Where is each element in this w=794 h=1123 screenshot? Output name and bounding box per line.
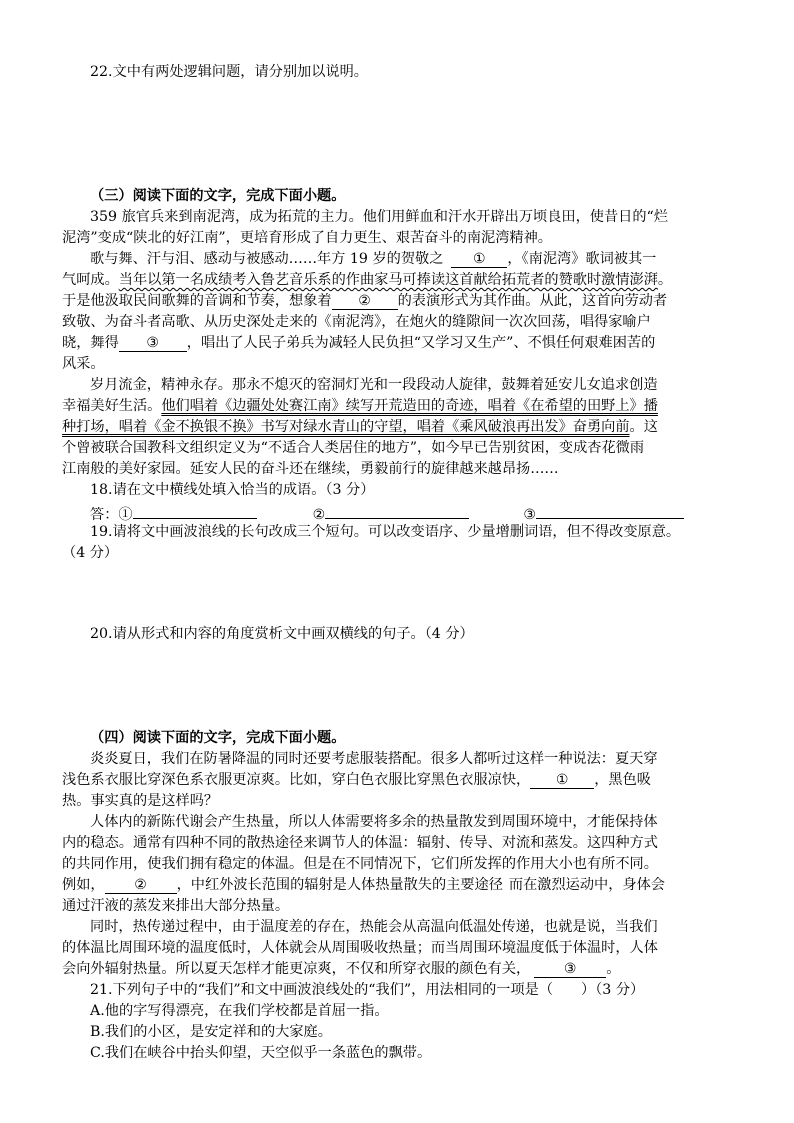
option-c: C.我们在峡谷中抬头仰望，天空似乎一条蓝色的飘带。 [90,1045,432,1061]
text: 。 [606,961,621,977]
question-19-line-2: （4 分） [62,545,119,561]
text: 于是他汲取民间歌舞的音调和节奏，想象着 [62,293,332,309]
text: 歌与舞、汗与泪、感动与被感动……年方 19 岁的贺敬之 [90,251,444,267]
text: ，唱出了人民子弟兵为减轻人民负担“又学习又生产”、不惧任何艰难困苦的 [186,335,656,351]
s3-p1-line-2: 泥湾”变成“陕北的好江南”，更培育形成了自力更生、艰苦奋斗的南泥湾精神。 [62,230,552,246]
text: 浅色系衣服比穿深色系衣服更凉爽。比如，穿白色衣服比穿黑色衣服凉快， [62,772,531,788]
text: ）（3 分） [581,982,645,998]
question-19-line-1: 19.请将文中画波浪线的长句改成三个短句。可以改变语序、少量增删词语，但不得改变原意。 [90,524,681,540]
double-underline-sentence: 他们唱着《边疆处处赛江南》续写开荒造田的奇迹，唱着《在希望的田野上》播 [161,398,658,414]
blank-s4-1 [530,771,594,789]
s3-p2-line-6: 风采。 [62,356,105,372]
s4-p2-line-5: 通过汗液的蒸发来排出大部分热量。 [62,898,290,914]
answer-blank-1[interactable] [133,501,257,519]
blank-marker: ③ [146,335,160,351]
s4-p2-line-2: 内的稳态。通常有四种不同的散热途径来调节人的体温：辐射、传导、对流和蒸发。这四种方式 [62,835,658,851]
s3-p2-line-4: 致敬、为奋斗者高歌、从历史深处走来的《南泥湾》，在炮火的缝隙间一次次回荡，唱得家喻户 [62,314,651,330]
double-underline-sentence-cont: 种打场，唱着《金不换银不换》书写对绿水青山的守望，唱着《乘风破浪再出发》奋勇向前 [62,419,630,435]
option-b: B.我们的小区，是安定祥和的大家庭。 [90,1024,332,1040]
blank-1 [451,250,507,268]
text: 。 [657,272,673,288]
s3-p2-line-5 [62,333,655,353]
text: 而在激烈运动中，身体会 [508,877,665,893]
question-22: 22.文中有两处逻辑问题，请分别加以说明。 [90,64,368,80]
text: 幸福美好生活。 [62,398,162,414]
s4-p1-line-1: 炎炎夏日，我们在防暑降温的同时还要考虑服装搭配。很多人都听过这样一种说法：夏天穿 [90,751,658,767]
blank-3 [119,334,187,352]
wavy-sentence-1: 当年以第一名成绩考入鲁艺音乐系的作曲家马可捧读这首献给拓荒者的赞歌时激情澎湃 [118,272,658,288]
s3-p3-line-2 [62,396,658,416]
blank-s4-2 [105,876,177,894]
blank-marker: ② [134,877,147,893]
answer-marker-3: ③ [523,507,537,523]
text: 气呵成。 [62,272,119,288]
question-20: 20.请从形式和内容的角度赏析文中画双横线的句子。（4 分） [90,626,474,642]
s3-p1-line-1: 359 旅官兵来到南泥湾，成为拓荒的主力。他们用鲜血和汗水开辟出万顷良田，使昔日的“烂 [90,209,668,225]
section-3-heading: （三）阅读下面的文字，完成下面小题。 [90,188,346,204]
text: 的表演形式为其作曲。从此，这首向劳动者 [397,293,668,309]
question-21 [90,980,644,1000]
text: 的体温比周围环境的温度低时，人体就会从周围吸收热量；而当周围环境温度低于体温时，人体 [62,940,658,956]
text: 。这 [629,419,658,435]
text: 会向外辐射热量。所以夏天怎样才能更凉爽，不仅和所穿衣服的颜色有关， [62,961,531,977]
s4-p2-line-3: 的共同作用，使我们拥有稳定的体温。但是在不同情况下，它们所发挥的作用大小也有所不同。 [62,856,658,872]
text: ，《南泥湾》歌词被其一 [507,251,657,267]
s4-p3-line-3 [62,959,620,979]
text: 晓，舞得 [62,335,119,351]
text: 例如， [62,877,105,893]
answer-blank-3[interactable] [536,501,684,519]
s3-p3-line-5: 江南般的美好家园。延安人民的奋斗还在继续，勇毅前行的旋律越来越昂扬…… [62,461,559,477]
option-a: A.他的字写得漂亮，在我们学校都是首屈一指。 [90,1003,389,1019]
blank-marker: ① [473,251,486,267]
s3-p3-line-1: 岁月流金，精神永存。那永不熄灭的窑洞灯光和一段段动人旋律，鼓舞着延安儿女追求创造 [90,377,658,393]
answer-blank-2[interactable] [325,501,469,519]
blank-s4-3 [534,960,606,978]
s4-p2-line-4 [62,875,665,895]
answer-label: 答：① [90,507,133,523]
s3-p2-line-1 [90,249,656,269]
blank-2 [332,292,398,310]
s4-p2-line-1: 人体内的新陈代谢会产生热量，所以人体需要将多余的热量散发到周围环境中，才能保持体 [90,814,658,830]
text: ，黑色吸 [594,772,651,788]
s4-p3-line-2 [62,938,658,958]
s3-p2-line-3 [62,291,667,311]
question-18: 18.请在文中横线处填入恰当的成语。（3 分） [90,482,375,498]
answer-marker-2: ② [312,507,326,523]
text: 21.下列句子中的“我们”和文中画波浪线处的“我们”，用法相同的一项是（ [90,982,554,998]
s4-p1-line-3: 热。事实真的是这样吗？ [62,793,219,809]
blank-marker: ③ [563,961,577,977]
text: ，中红外波长范围的辐射是人体热量散失的主要途径 [176,877,503,893]
s3-p3-line-4: 个曾被联合国教科文组织定义为“不适合人类居住的地方”，如今早已告别贫困，变成杏花微雨 [62,440,645,456]
s3-p3-line-3 [62,417,658,437]
s4-p3-line-1: 同时，热传递过程中，由于温度差的存在，热能会从高温向低温处传递，也就是说，当我们 [90,919,658,935]
section-4-heading: （四）阅读下面的文字，完成下面小题。 [90,730,346,746]
s3-p2-line-2 [62,270,672,290]
blank-marker: ① [555,772,569,788]
s4-p1-line-2 [62,770,651,790]
blank-marker: ② [358,293,371,309]
